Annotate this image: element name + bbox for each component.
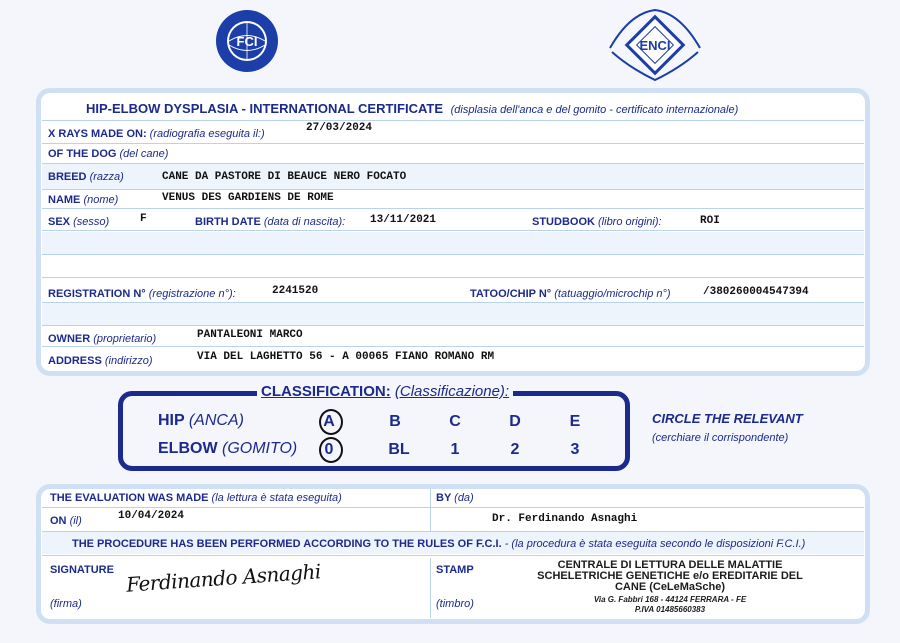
fci-logo-text: FCI xyxy=(236,34,258,49)
hip-selection-circle xyxy=(319,409,343,435)
owner-value: PANTALEONI MARCO xyxy=(197,329,303,341)
birth-date-value: 13/11/2021 xyxy=(370,214,437,226)
elbow-grade-1[interactable]: 1 xyxy=(450,441,460,458)
classification-title: CLASSIFICATION: (Classificazione): xyxy=(257,383,513,400)
breed-value: CANE DA PASTORE DI BEAUCE NERO FOCATO xyxy=(162,171,407,183)
classification-box xyxy=(118,391,630,471)
stamp-label: STAMP xyxy=(436,564,474,576)
on-label: ON (il) xyxy=(50,515,82,527)
hip-grade-b[interactable]: B xyxy=(389,413,401,430)
name-label: NAME (nome) xyxy=(48,194,119,206)
hip-grade-c[interactable]: C xyxy=(449,413,461,430)
stamp-label-it: (timbro) xyxy=(436,598,474,610)
stamp-line-4: Via G. Fabbri 168 - 44124 FERRARA - FE xyxy=(593,595,747,604)
hip-grade-e[interactable]: E xyxy=(569,413,581,430)
elbow-grade-2[interactable]: 2 xyxy=(510,441,520,458)
certificate-title: HIP-ELBOW DYSPLASIA - INTERNATIONAL CERTIFICATE (displasia dell'anca e del gomito - certificato internazionale) xyxy=(86,101,739,116)
evaluation-label: THE EVALUATION WAS MADE (la lettura è stata eseguita) xyxy=(50,492,342,504)
registration-label: REGISTRATION N° (registrazione n°): xyxy=(48,288,236,300)
xrays-date: 27/03/2024 xyxy=(306,122,373,134)
evaluation-date: 10/04/2024 xyxy=(118,510,185,522)
dog-name-value: VENUS DES GARDIENS DE ROME xyxy=(162,192,334,204)
stamp-line-2: SCHELETRICHE GENETICHE e/o EREDITARIE DEL xyxy=(537,570,803,582)
breed-label: BREED (razza) xyxy=(48,171,124,183)
chip-label: TATOO/CHIP N° (tatuaggio/microchip n°) xyxy=(470,288,671,300)
handwritten-signature: Ferdinando Asnaghi xyxy=(125,559,322,597)
owner-label: OWNER (proprietario) xyxy=(48,333,157,345)
evaluator-name: Dr. Ferdinando Asnaghi xyxy=(492,513,638,525)
studbook-value: ROI xyxy=(700,215,720,227)
circle-note: CIRCLE THE RELEVANT xyxy=(652,411,803,426)
enci-logo-text: ENCI xyxy=(639,38,671,53)
signature-label: SIGNATURE xyxy=(50,564,114,576)
signature-label-it: (firma) xyxy=(50,598,82,610)
circle-note-it: (cerchiare il corrispondente) xyxy=(652,432,789,444)
hip-label: HIP (ANCA) xyxy=(158,412,244,429)
by-label: BY (da) xyxy=(436,492,474,504)
elbow-selection-circle xyxy=(319,437,343,463)
elbow-grade-0[interactable]: 0 xyxy=(324,441,334,458)
sex-label: SEX (sesso) xyxy=(48,216,110,228)
birth-date-label: BIRTH DATE (data di nascita): xyxy=(195,216,346,228)
elbow-label: ELBOW (GOMITO) xyxy=(158,440,298,457)
stamp xyxy=(520,560,820,614)
chip-value: /380260004547394 xyxy=(703,286,809,298)
address-label: ADDRESS (indirizzo) xyxy=(48,355,153,367)
stamp-line-1: CENTRALE DI LETTURA DELLE MALATTIE xyxy=(557,559,783,571)
registration-value: 2241520 xyxy=(272,285,319,297)
hip-grade-a[interactable]: A xyxy=(323,413,335,430)
dog-label: OF THE DOG (del cane) xyxy=(48,148,169,160)
elbow-grade-bl[interactable]: BL xyxy=(388,441,410,458)
procedure-statement: THE PROCEDURE HAS BEEN PERFORMED ACCORDING TO THE RULES OF F.C.I. - (la procedura è stata eseguita secondo le disposizioni F.C.I.) xyxy=(72,538,806,550)
stamp-line-5: P.IVA 01485660383 xyxy=(634,605,706,614)
xrays-label: X RAYS MADE ON: (radiografia eseguita il:) xyxy=(48,128,265,140)
enci-logo xyxy=(600,8,710,82)
elbow-grade-3[interactable]: 3 xyxy=(570,441,580,458)
studbook-label: STUDBOOK (libro origini): xyxy=(532,216,662,228)
sex-value: F xyxy=(140,213,147,225)
address-value: VIA DEL LAGHETTO 56 - A 00065 FIANO ROMANO RM xyxy=(197,351,495,363)
fci-logo xyxy=(214,8,280,74)
hip-grade-d[interactable]: D xyxy=(509,413,521,430)
stamp-line-3: CANE (CeLeMaSche) xyxy=(614,581,726,593)
